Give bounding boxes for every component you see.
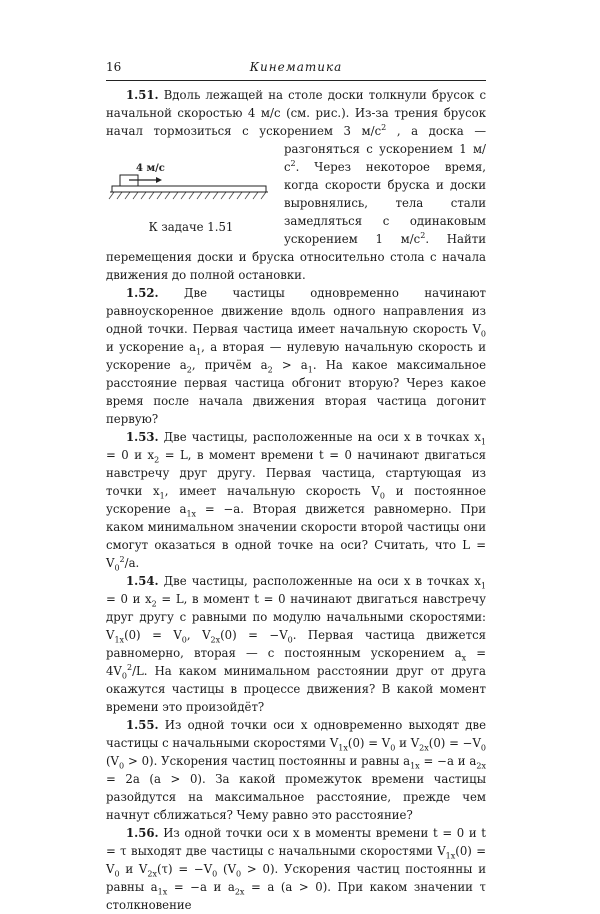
problem-text: , а доска — разгоняться с ускорением 1 м/с — [284, 124, 487, 174]
problem-number: 1.52. — [126, 286, 159, 300]
figure-caption: К задаче 1.51 — [148, 220, 234, 234]
figure-1-51 — [106, 142, 276, 246]
velocity-label: 4 м/с — [136, 163, 165, 174]
board — [112, 186, 266, 192]
problem-1-54: 1.54. Две частицы, расположенные на оси x в точках $x_1 = 0$ и $x_2 = L$, в момент t = 0 начинают двигаться навстречу друг другу с равными по модулю начальными скоростями: $V_{1x}(0) = V_0$, $V_{2x}(0) = -V_0$. Первая частица движется равномерно, вторая — с постоянным ускорением $a_x = 4V_0^2/L$. На каком минимальном расстоянии друг от друга окажутся частицы в процессе движения? В какой момент времени это произойдёт? — [106, 574, 487, 714]
problem-1-55: 1.55. Из одной точки оси x одновременно выходят две частицы с начальными скоростями $V_{1x}(0) = V_0$ и $V_{2x}(0) = -V_0$ $(V_0 > 0)$. Ускорения частиц постоянны и равны $a_{1x} = -a$ и $a_{2x} = 2a$ (a > 0). За какой промежуток времени частицы разойдутся на максимальное расстояние, прежде чем начнут сближаться? Чему равно это расстояние? — [106, 718, 486, 822]
problem-number: 1.51. — [126, 88, 159, 102]
problem-number: 1.53. — [126, 430, 159, 444]
superscript: 2 — [290, 159, 296, 169]
velocity-arrowhead — [156, 177, 162, 183]
running-title: Кинематика — [249, 60, 343, 74]
superscript: 2 — [420, 231, 426, 241]
problem-number: 1.55. — [126, 718, 159, 732]
problem-text: Вдоль лежащей на столе доски толкнули брусок с начальной скоростью 4 м/с (см. рис.). Из-за трения брусок начал тормозиться с ускорением 3 м/с — [106, 88, 486, 138]
page-number: 16 — [106, 60, 122, 74]
board-block-diagram — [106, 142, 276, 214]
problem-text: . Через некоторое время, когда скорости бруска и доски выровнялись, тела стали замедляться с одинаковым ускорением 1 м/с — [284, 160, 486, 246]
table-hatching — [109, 192, 266, 199]
problem-1-56: 1.56. Из одной точки оси x в моменты времени t = 0 и t = τ выходят две частицы с начальными скоростями $V_{1x}(0) = V_0$ и $V_{2x}(\tau) = -V_0$ $(V_0 > 0)$. Ускорения частиц постоянны и равны $a_{1x} = -a$ и $a_{2x} = a$ (a > 0). При каком значении τ столкновение — [106, 826, 486, 912]
superscript: 2 — [381, 123, 387, 133]
page-body — [106, 86, 486, 914]
problem-text: . Найти перемещения доски и бруска относительно стола с начала движения до полной остановки. — [106, 232, 486, 282]
problem-1-53: 1.53. Две частицы, расположенные на оси x в точках $x_1 = 0$ и $x_2 = L$, в момент времени t = 0 начинают двигаться навстречу друг другу. Первая частица, стартующая из точки $x_1$, имеет начальную скорость $V_0$ и постоянное ускорение $a_{1x} = -a$. Вторая движется равномерно. При каком минимальном значении скорости второй частицы они смогут оказаться в одной точке на оси? Считать, что $L = V_0^2/a$. — [106, 430, 487, 573]
problem-number: 1.54. — [126, 574, 159, 588]
problem-1-51 — [106, 86, 486, 284]
problem-number: 1.56. — [126, 826, 159, 840]
page-header — [106, 58, 486, 81]
problem-1-52: 1.52. Две частицы одновременно начинают равноускоренное движение вдоль одного направления из одной точки. Первая частица имеет начальную скорость $V_0$ и ускорение $a_1$, а вторая — нулевую начальную скорость и ускорение $a_2$, причём $a_2 > a_1$. На какое максимальное расстояние первая частица обгонит вторую? Через какое время после начала движения вторая частица догонит первую? — [106, 286, 486, 426]
